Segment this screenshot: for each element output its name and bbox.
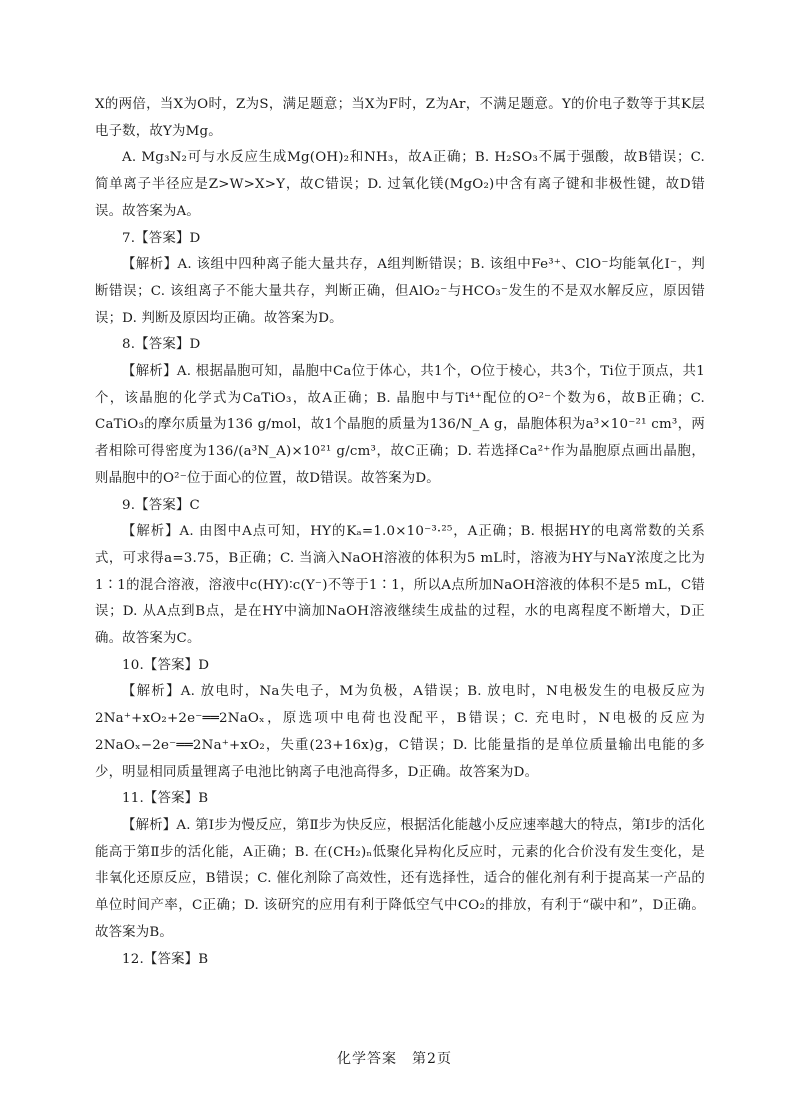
answer-heading-8: 8.【答案】D: [122, 337, 201, 353]
paragraph-analysis-10: 【解析】A. 放电时，Na失电子，M为负极，A错误；B. 放电时，N电极发生的电极反应为2Na⁺+xO₂+2e⁻══2NaOₓ，原选项中电荷也没配平，B错误；C. 充电时，N电极的反应为2NaOₓ−2e⁻══2Na⁺+xO₂，失重(23+16x)g，C错误；D. 比能量指的是单位质量输出电能的多少，明显相同质量锂离子电池比钠离子电池高得多，D正确。故答案为D。: [95, 684, 705, 780]
paragraph-analysis-7: 【解析】A. 该组中四种离子能大量共存，A组判断错误；B. 该组中Fe³⁺、ClO⁻均能氧化I⁻，判断错误；C. 该组离子不能大量共存，判断正确，但AlO₂⁻与HCO₃⁻发生的不是双水解反应，原因错误；D. 判断及原因均正确。故答案为D。: [95, 257, 705, 326]
answer-heading-11: 11.【答案】B: [122, 791, 209, 807]
answer-heading-10: 10.【答案】D: [122, 657, 210, 673]
answer-heading-9: 9.【答案】C: [122, 497, 200, 513]
answer-heading-7: 7.【答案】D: [122, 230, 201, 246]
paragraph-analysis-9: 【解析】A. 由图中A点可知，HY的Kₐ=1.0×10⁻³·²⁵，A正确；B. 根据HY的电离常数的关系式，可求得a=3.75，B正确；C. 当滴入NaOH溶液的体积为5 mL时，溶液为HY与NaY浓度之比为1∶1的混合溶液，溶液中c(HY)∶c(Y⁻)不等于1∶1，所以A点所加NaOH溶液的体积不是5 mL，C错误；D. 从A点到B点，是在HY中滴加NaOH溶液继续生成盐的过程，水的电离程度不断增大，D正确。故答案为C。: [95, 524, 705, 647]
paragraph-continuation: X的两倍，当X为O时，Z为S，满足题意；当X为F时，Z为Ar，不满足题意。Y的价电子数等于其K层电子数，故Y为Mg。: [95, 97, 705, 139]
paragraph-analysis-6: A. Mg₃N₂可与水反应生成Mg(OH)₂和NH₃，故A正确；B. H₂SO₃不属于强酸，故B错误；C. 简单离子半径应是Z>W>X>Y，故C错误；D. 过氧化镁(MgO₂)中含有离子键和非极性键，故D错误。故答案为A。: [95, 150, 705, 219]
paragraph-analysis-11: 【解析】A. 第Ⅰ步为慢反应，第Ⅱ步为快反应，根据活化能越小反应速率越大的特点，第Ⅰ步的活化能高于第Ⅱ步的活化能，A正确；B. 在(CH₂)ₙ低聚化异构化反应时，元素的化合价没有发生变化，是非氧化还原反应，B错误；C. 催化剂除了高效性，还有选择性，适合的催化剂有利于提高某一产品的单位时间产率，C正确；D. 该研究的应用有利于降低空气中CO₂的排放，有利于“碳中和”，D正确。故答案为B。: [95, 817, 705, 940]
answer-content: [95, 92, 705, 973]
page-footer: 化学答案 第2页: [337, 1051, 452, 1067]
paragraph-analysis-8: 【解析】A. 根据晶胞可知，晶胞中Ca位于体心，共1个，O位于棱心，共3个，Ti位于顶点，共1个，该晶胞的化学式为CaTiO₃，故A正确；B. 晶胞中与Ti⁴⁺配位的O²⁻个数为6，故B正确；C. CaTiO₃的摩尔质量为136 g/mol，故1个晶胞的质量为136/N_A g，晶胞体积为a³×10⁻²¹ cm³，两者相除可得密度为136/(a³N_A)×10²¹ g/cm³，故C正确；D. 若选择Ca²⁺作为晶胞原点画出晶胞，则晶胞中的O²⁻位于面心的位置，故D错误。故答案为D。: [95, 364, 705, 486]
answer-heading-12: 12.【答案】B: [122, 951, 209, 967]
